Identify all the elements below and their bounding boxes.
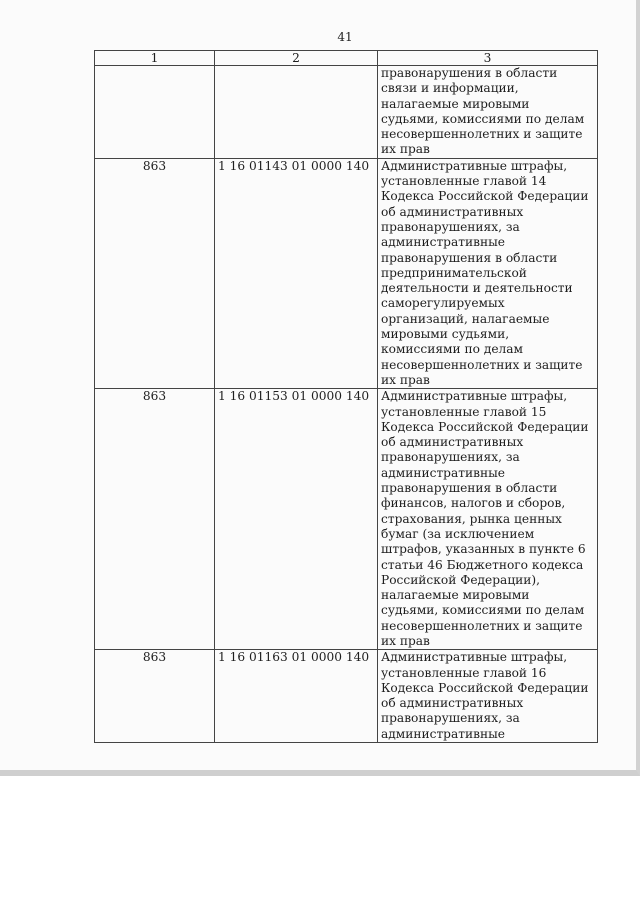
- description-cell: Административные штрафы, установленные главой 14 Кодекса Российской Федерации об административных правонарушениях, за административные правонарушения в области предпринимательской деятельности и деятельности саморегулируемых организаций, налагаемые мировыми судьями, комиссиями по делам несовершеннолетних и защите их прав: [378, 158, 598, 388]
- description-cell: правонарушения в области связи и информации, налагаемые мировыми судьями, комиссиями по делам несовершеннолетних и защите их прав: [378, 66, 598, 159]
- kbk-code-cell: 1 16 01143 01 0000 140: [215, 158, 378, 388]
- admin-code-cell: 863: [95, 158, 215, 388]
- table-header-row: [95, 51, 598, 66]
- column-header-3: 3: [378, 51, 598, 66]
- admin-code-cell: 863: [95, 389, 215, 650]
- page-number: 41: [337, 30, 353, 44]
- column-header-1: 1: [95, 51, 215, 66]
- table-row: [95, 158, 598, 388]
- description-cell: Административные штрафы, установленные главой 15 Кодекса Российской Федерации об административных правонарушениях, за административные правонарушения в области финансов, налогов и сборов, страхования, рынка ценных бумаг (за исключением штрафов, указанных в пункте 6 статьи 46 Бюджетного кодекса Российской Федерации), налагаемые мировыми судьями, комиссиями по делам несовершеннолетних и защите их прав: [378, 389, 598, 650]
- blank-area: [0, 776, 640, 905]
- kbk-code-cell: 1 16 01163 01 0000 140: [215, 650, 378, 743]
- admin-code-cell: [95, 66, 215, 159]
- admin-code-cell: 863: [95, 650, 215, 743]
- kbk-code-cell: [215, 66, 378, 159]
- kbk-code-cell: 1 16 01153 01 0000 140: [215, 389, 378, 650]
- table-row: [95, 650, 598, 743]
- table-row: [95, 66, 598, 159]
- description-cell: Административные штрафы, установленные главой 16 Кодекса Российской Федерации об административных правонарушениях, за административные: [378, 650, 598, 743]
- table-row: [95, 389, 598, 650]
- column-header-2: 2: [215, 51, 378, 66]
- budget-codes-table: [94, 50, 598, 743]
